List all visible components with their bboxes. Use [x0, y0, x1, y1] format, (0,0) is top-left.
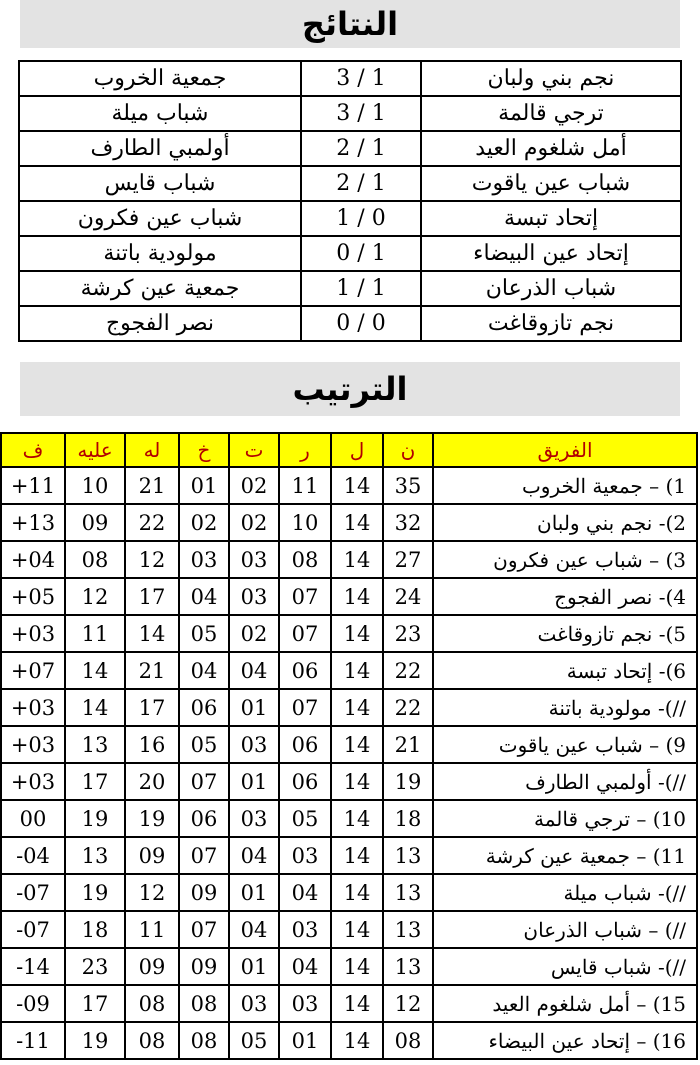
result-row	[19, 61, 681, 96]
lost-cell: 09	[179, 874, 229, 911]
results-table	[18, 60, 682, 342]
result-row	[19, 131, 681, 166]
result-away-team: جمعية عين كرشة	[19, 271, 301, 306]
goals-against-cell: 14	[65, 652, 125, 689]
goals-against-cell: 19	[65, 1022, 125, 1059]
result-row	[19, 306, 681, 341]
standings-row	[1, 911, 697, 948]
header-goal-difference: ف	[1, 433, 65, 467]
points-cell: 19	[383, 763, 433, 800]
lost-cell: 06	[179, 800, 229, 837]
goals-against-cell: 14	[65, 689, 125, 726]
result-row	[19, 96, 681, 131]
lost-cell: 09	[179, 948, 229, 985]
standings-row	[1, 615, 697, 652]
lost-cell: 05	[179, 726, 229, 763]
points-cell: 22	[383, 689, 433, 726]
result-row	[19, 271, 681, 306]
team-cell: //)- مولودية باتنة	[433, 689, 697, 726]
standings-row	[1, 985, 697, 1022]
goals-for-cell: 14	[125, 615, 179, 652]
goals-against-cell: 19	[65, 800, 125, 837]
standings-row	[1, 504, 697, 541]
lost-cell: 08	[179, 1022, 229, 1059]
lost-cell: 05	[179, 615, 229, 652]
goal-difference-cell: +03	[1, 763, 65, 800]
goal-difference-cell: -04	[1, 837, 65, 874]
drawn-cell: 01	[229, 689, 279, 726]
lost-cell: 06	[179, 689, 229, 726]
played-cell: 14	[331, 948, 383, 985]
lost-cell: 04	[179, 578, 229, 615]
played-cell: 14	[331, 800, 383, 837]
header-played: ل	[331, 433, 383, 467]
goals-for-cell: 17	[125, 689, 179, 726]
header-team: الفريق	[433, 433, 697, 467]
won-cell: 07	[279, 615, 331, 652]
team-cell: //)- شباب ميلة	[433, 874, 697, 911]
won-cell: 06	[279, 763, 331, 800]
points-cell: 32	[383, 504, 433, 541]
standings-row	[1, 541, 697, 578]
won-cell: 07	[279, 689, 331, 726]
team-cell: 2)- نجم بني ولبان	[433, 504, 697, 541]
standings-row	[1, 467, 697, 504]
goals-against-cell: 08	[65, 541, 125, 578]
result-score: 3 / 1	[301, 96, 421, 131]
played-cell: 14	[331, 504, 383, 541]
points-cell: 13	[383, 948, 433, 985]
won-cell: 05	[279, 800, 331, 837]
won-cell: 06	[279, 652, 331, 689]
goals-against-cell: 17	[65, 763, 125, 800]
goal-difference-cell: +13	[1, 504, 65, 541]
lost-cell: 07	[179, 837, 229, 874]
header-lost: خ	[179, 433, 229, 467]
played-cell: 14	[331, 578, 383, 615]
drawn-cell: 02	[229, 467, 279, 504]
result-away-team: شباب ميلة	[19, 96, 301, 131]
header-drawn: ت	[229, 433, 279, 467]
drawn-cell: 01	[229, 874, 279, 911]
result-score: 3 / 1	[301, 61, 421, 96]
goals-against-cell: 10	[65, 467, 125, 504]
standings-row	[1, 763, 697, 800]
team-cell: 9) – شباب عين ياقوت	[433, 726, 697, 763]
points-cell: 24	[383, 578, 433, 615]
team-cell: 6)- إتحاد تبسة	[433, 652, 697, 689]
goals-against-cell: 11	[65, 615, 125, 652]
header-points: ن	[383, 433, 433, 467]
team-cell: //)- أولمبي الطارف	[433, 763, 697, 800]
result-home-team: شباب عين ياقوت	[421, 166, 681, 201]
goals-for-cell: 08	[125, 985, 179, 1022]
result-score: 0 / 0	[301, 306, 421, 341]
standings-row	[1, 874, 697, 911]
goals-against-cell: 13	[65, 726, 125, 763]
team-cell: 10) – ترجي قالمة	[433, 800, 697, 837]
drawn-cell: 03	[229, 800, 279, 837]
team-cell: 4)- نصر الفجوج	[433, 578, 697, 615]
played-cell: 14	[331, 652, 383, 689]
played-cell: 14	[331, 763, 383, 800]
result-score: 2 / 1	[301, 166, 421, 201]
won-cell: 01	[279, 1022, 331, 1059]
goals-for-cell: 21	[125, 652, 179, 689]
won-cell: 04	[279, 874, 331, 911]
standings-row	[1, 652, 697, 689]
goals-for-cell: 22	[125, 504, 179, 541]
result-home-team: نجم بني ولبان	[421, 61, 681, 96]
goals-against-cell: 19	[65, 874, 125, 911]
goal-difference-cell: +11	[1, 467, 65, 504]
result-home-team: ترجي قالمة	[421, 96, 681, 131]
lost-cell: 04	[179, 652, 229, 689]
result-home-team: أمل شلغوم العيد	[421, 131, 681, 166]
lost-cell: 07	[179, 763, 229, 800]
result-score: 1 / 1	[301, 271, 421, 306]
played-cell: 14	[331, 874, 383, 911]
points-cell: 08	[383, 1022, 433, 1059]
goal-difference-cell: +04	[1, 541, 65, 578]
drawn-cell: 04	[229, 911, 279, 948]
goals-for-cell: 11	[125, 911, 179, 948]
goal-difference-cell: -14	[1, 948, 65, 985]
goals-for-cell: 08	[125, 1022, 179, 1059]
goals-against-cell: 09	[65, 504, 125, 541]
points-cell: 13	[383, 837, 433, 874]
played-cell: 14	[331, 467, 383, 504]
points-cell: 12	[383, 985, 433, 1022]
result-away-team: أولمبي الطارف	[19, 131, 301, 166]
goals-against-cell: 12	[65, 578, 125, 615]
result-away-team: شباب قايس	[19, 166, 301, 201]
goals-against-cell: 17	[65, 985, 125, 1022]
points-cell: 18	[383, 800, 433, 837]
header-won: ر	[279, 433, 331, 467]
points-cell: 13	[383, 911, 433, 948]
points-cell: 22	[383, 652, 433, 689]
result-away-team: شباب عين فكرون	[19, 201, 301, 236]
played-cell: 14	[331, 837, 383, 874]
results-title: النتائج	[20, 0, 680, 48]
team-cell: 15) – أمل شلغوم العيد	[433, 985, 697, 1022]
result-away-team: نصر الفجوج	[19, 306, 301, 341]
result-row	[19, 236, 681, 271]
lost-cell: 01	[179, 467, 229, 504]
won-cell: 03	[279, 985, 331, 1022]
goal-difference-cell: -07	[1, 874, 65, 911]
points-cell: 21	[383, 726, 433, 763]
standings-row	[1, 726, 697, 763]
goals-for-cell: 21	[125, 467, 179, 504]
team-cell: 16) – إتحاد عين البيضاء	[433, 1022, 697, 1059]
won-cell: 03	[279, 837, 331, 874]
goal-difference-cell: +03	[1, 726, 65, 763]
goals-against-cell: 23	[65, 948, 125, 985]
played-cell: 14	[331, 726, 383, 763]
team-cell: 3) – شباب عين فكرون	[433, 541, 697, 578]
won-cell: 03	[279, 911, 331, 948]
goals-for-cell: 17	[125, 578, 179, 615]
won-cell: 10	[279, 504, 331, 541]
goal-difference-cell: 00	[1, 800, 65, 837]
goals-for-cell: 19	[125, 800, 179, 837]
result-row	[19, 201, 681, 236]
won-cell: 04	[279, 948, 331, 985]
drawn-cell: 01	[229, 763, 279, 800]
played-cell: 14	[331, 911, 383, 948]
result-score: 0 / 1	[301, 236, 421, 271]
standings-row	[1, 948, 697, 985]
played-cell: 14	[331, 541, 383, 578]
goals-for-cell: 09	[125, 948, 179, 985]
goal-difference-cell: +03	[1, 689, 65, 726]
header-goals-against: عليه	[65, 433, 125, 467]
standings-header-row	[1, 433, 697, 467]
team-cell: //)- شباب قايس	[433, 948, 697, 985]
result-home-team: نجم تازوقاغت	[421, 306, 681, 341]
standings-row	[1, 800, 697, 837]
header-goals-for: له	[125, 433, 179, 467]
played-cell: 14	[331, 689, 383, 726]
drawn-cell: 03	[229, 726, 279, 763]
won-cell: 06	[279, 726, 331, 763]
drawn-cell: 05	[229, 1022, 279, 1059]
team-cell: 1) – جمعية الخروب	[433, 467, 697, 504]
result-home-team: إتحاد تبسة	[421, 201, 681, 236]
result-score: 1 / 0	[301, 201, 421, 236]
lost-cell: 08	[179, 985, 229, 1022]
standings-row	[1, 837, 697, 874]
drawn-cell: 02	[229, 504, 279, 541]
won-cell: 08	[279, 541, 331, 578]
result-home-team: إتحاد عين البيضاء	[421, 236, 681, 271]
goals-for-cell: 16	[125, 726, 179, 763]
drawn-cell: 04	[229, 652, 279, 689]
lost-cell: 02	[179, 504, 229, 541]
goal-difference-cell: -09	[1, 985, 65, 1022]
drawn-cell: 01	[229, 948, 279, 985]
result-away-team: مولودية باتنة	[19, 236, 301, 271]
drawn-cell: 03	[229, 541, 279, 578]
standings-row	[1, 1022, 697, 1059]
goal-difference-cell: +05	[1, 578, 65, 615]
goals-against-cell: 13	[65, 837, 125, 874]
goal-difference-cell: +07	[1, 652, 65, 689]
goals-against-cell: 18	[65, 911, 125, 948]
lost-cell: 07	[179, 911, 229, 948]
played-cell: 14	[331, 1022, 383, 1059]
goal-difference-cell: +03	[1, 615, 65, 652]
won-cell: 11	[279, 467, 331, 504]
result-home-team: شباب الذرعان	[421, 271, 681, 306]
played-cell: 14	[331, 985, 383, 1022]
goals-for-cell: 12	[125, 541, 179, 578]
points-cell: 27	[383, 541, 433, 578]
points-cell: 23	[383, 615, 433, 652]
drawn-cell: 03	[229, 985, 279, 1022]
standings-row	[1, 578, 697, 615]
standings-table	[0, 432, 698, 1060]
drawn-cell: 04	[229, 837, 279, 874]
points-cell: 35	[383, 467, 433, 504]
result-away-team: جمعية الخروب	[19, 61, 301, 96]
goals-for-cell: 12	[125, 874, 179, 911]
won-cell: 07	[279, 578, 331, 615]
lost-cell: 03	[179, 541, 229, 578]
team-cell: //) – شباب الذرعان	[433, 911, 697, 948]
result-score: 2 / 1	[301, 131, 421, 166]
played-cell: 14	[331, 615, 383, 652]
goals-for-cell: 20	[125, 763, 179, 800]
drawn-cell: 02	[229, 615, 279, 652]
team-cell: 11) – جمعية عين كرشة	[433, 837, 697, 874]
result-row	[19, 166, 681, 201]
team-cell: 5)- نجم تازوقاغت	[433, 615, 697, 652]
goals-for-cell: 09	[125, 837, 179, 874]
standings-row	[1, 689, 697, 726]
goal-difference-cell: -07	[1, 911, 65, 948]
goal-difference-cell: -11	[1, 1022, 65, 1059]
standings-title: الترتيب	[20, 362, 680, 416]
points-cell: 13	[383, 874, 433, 911]
drawn-cell: 03	[229, 578, 279, 615]
